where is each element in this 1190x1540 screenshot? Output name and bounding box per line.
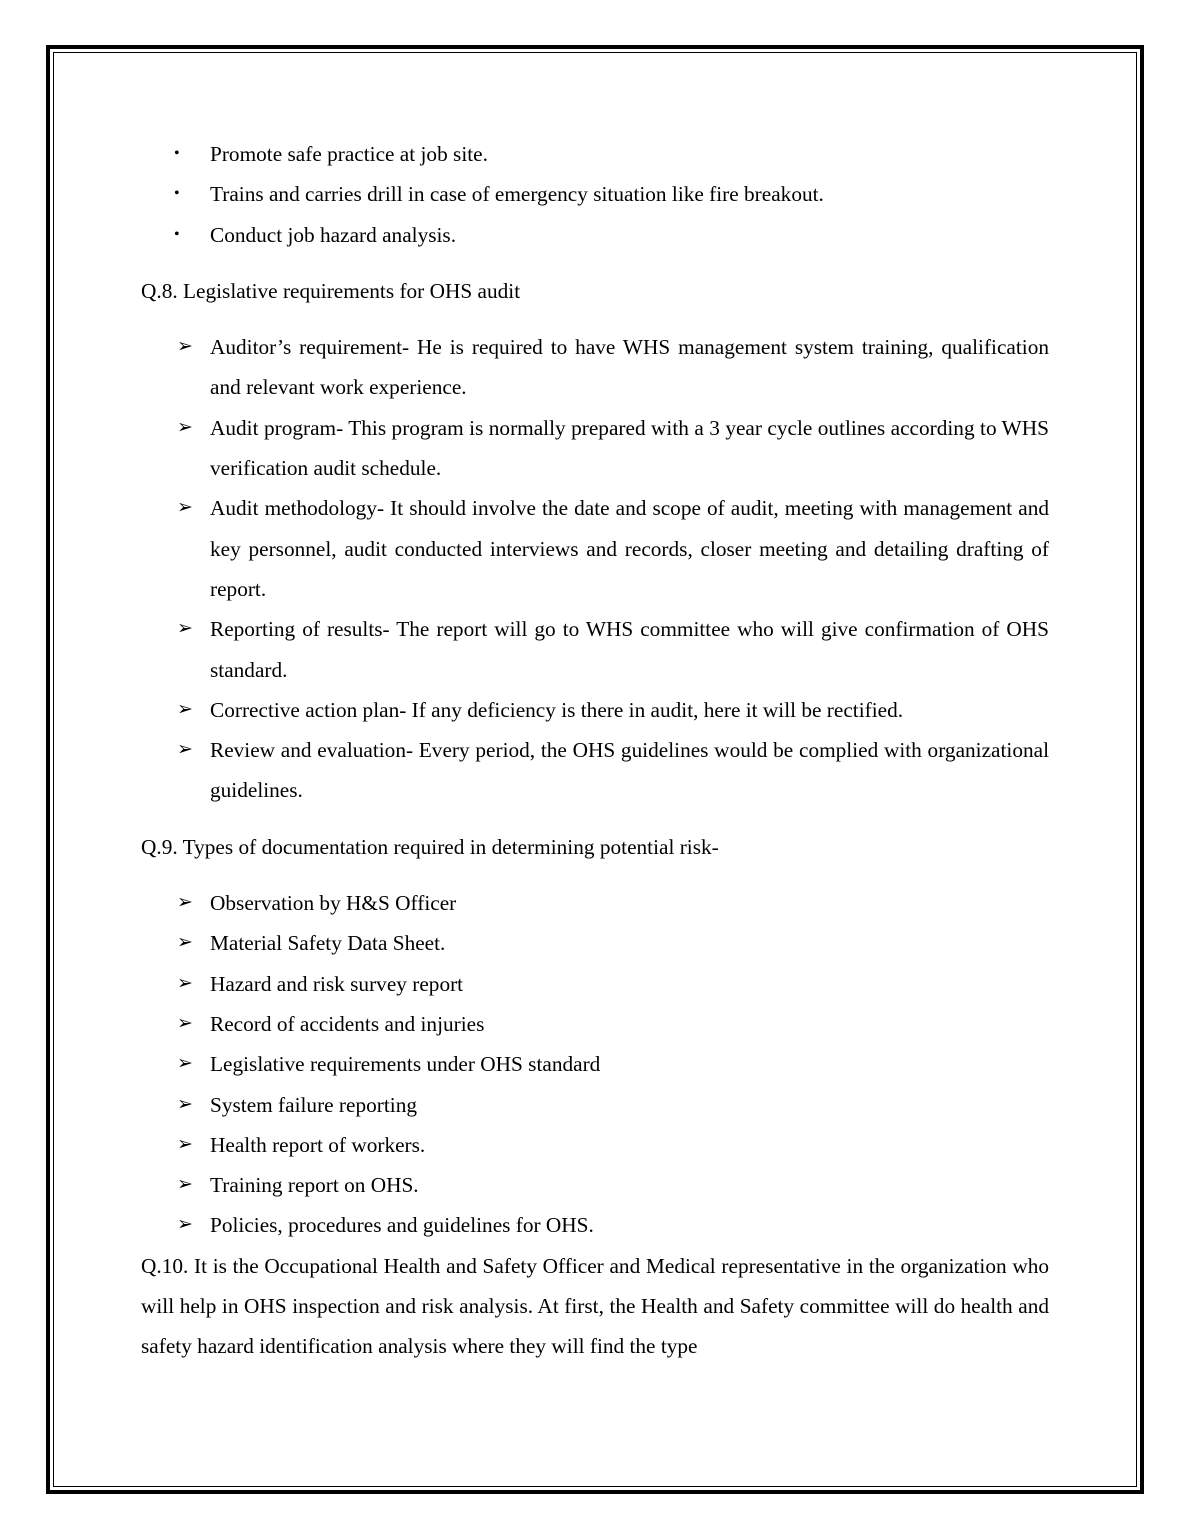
q8-heading: Q.8. Legislative requirements for OHS audit bbox=[141, 278, 521, 303]
q9-list bbox=[141, 883, 1049, 1246]
list-item: ➢ Review and evaluation- Every period, the OHS guidelines would be complied with organizational guidelines. bbox=[141, 730, 1049, 811]
list-item: ➢ Policies, procedures and guidelines for OHS. bbox=[141, 1205, 1049, 1245]
arrow-bullet-icon: ➢ bbox=[177, 1012, 193, 1034]
arrow-bullet-icon: ➢ bbox=[177, 336, 193, 358]
list-item: ➢ Reporting of results- The report will go to WHS committee who will give confirmation of OHS standard. bbox=[141, 609, 1049, 690]
list-item: ➢ Health report of workers. bbox=[141, 1125, 1049, 1165]
arrow-bullet-icon: ➢ bbox=[177, 1133, 193, 1155]
list-item: ➢ Hazard and risk survey report bbox=[141, 964, 1049, 1004]
arrow-bullet-icon: ➢ bbox=[177, 892, 193, 914]
list-item: ➢ Audit methodology- It should involve the date and scope of audit, meeting with management and key personnel, audit conducted interviews and records, closer meeting and detailing drafting of report. bbox=[141, 488, 1049, 609]
arrow-bullet-icon: ➢ bbox=[177, 618, 193, 640]
list-item: ➢ System failure reporting bbox=[141, 1085, 1049, 1125]
q8-list bbox=[141, 327, 1049, 811]
list-item: • Trains and carries drill in case of emergency situation like fire breakout. bbox=[141, 174, 1049, 214]
list-item: • Promote safe practice at job site. bbox=[141, 134, 1049, 174]
list-item: ➢ Audit program- This program is normally prepared with a 3 year cycle outlines according to WHS verification audit schedule. bbox=[141, 408, 1049, 489]
arrow-bullet-icon: ➢ bbox=[177, 416, 193, 438]
arrow-bullet-icon: ➢ bbox=[177, 497, 193, 519]
arrow-bullet-icon: ➢ bbox=[177, 1174, 193, 1196]
arrow-bullet-icon: ➢ bbox=[177, 1053, 193, 1075]
arrow-bullet-icon: ➢ bbox=[177, 1093, 193, 1115]
q9-heading: Q.9. Types of documentation required in determining potential risk- bbox=[141, 834, 719, 859]
bullet-icon: • bbox=[174, 185, 180, 203]
list-item: ➢ Legislative requirements under OHS standard bbox=[141, 1044, 1049, 1084]
list-item: ➢ Training report on OHS. bbox=[141, 1165, 1049, 1205]
list-item: ➢ Auditor’s requirement- He is required to have WHS management system training, qualification and relevant work experience. bbox=[141, 327, 1049, 408]
q10-paragraph: Q.10. It is the Occupational Health and Safety Officer and Medical representative in the organization who will help in OHS inspection and risk analysis. At first, the Health and Safety committee will do health and safety hazard identification analysis where they will find the type bbox=[141, 1253, 1049, 1359]
document-body bbox=[141, 134, 1049, 1367]
bullet-icon: • bbox=[174, 225, 180, 243]
list-item: ➢ Observation by H&S Officer bbox=[141, 883, 1049, 923]
list-item: • Conduct job hazard analysis. bbox=[141, 215, 1049, 255]
bullet-icon: • bbox=[174, 145, 180, 162]
list-item: ➢ Corrective action plan- If any deficiency is there in audit, here it will be rectified. bbox=[141, 690, 1049, 730]
arrow-bullet-icon: ➢ bbox=[177, 972, 193, 994]
list-item: ➢ Material Safety Data Sheet. bbox=[141, 923, 1049, 963]
top-bullet-list bbox=[141, 134, 1049, 255]
arrow-bullet-icon: ➢ bbox=[177, 932, 193, 954]
list-item: ➢ Record of accidents and injuries bbox=[141, 1004, 1049, 1044]
arrow-bullet-icon: ➢ bbox=[177, 1214, 193, 1236]
arrow-bullet-icon: ➢ bbox=[177, 698, 193, 720]
arrow-bullet-icon: ➢ bbox=[177, 739, 193, 761]
